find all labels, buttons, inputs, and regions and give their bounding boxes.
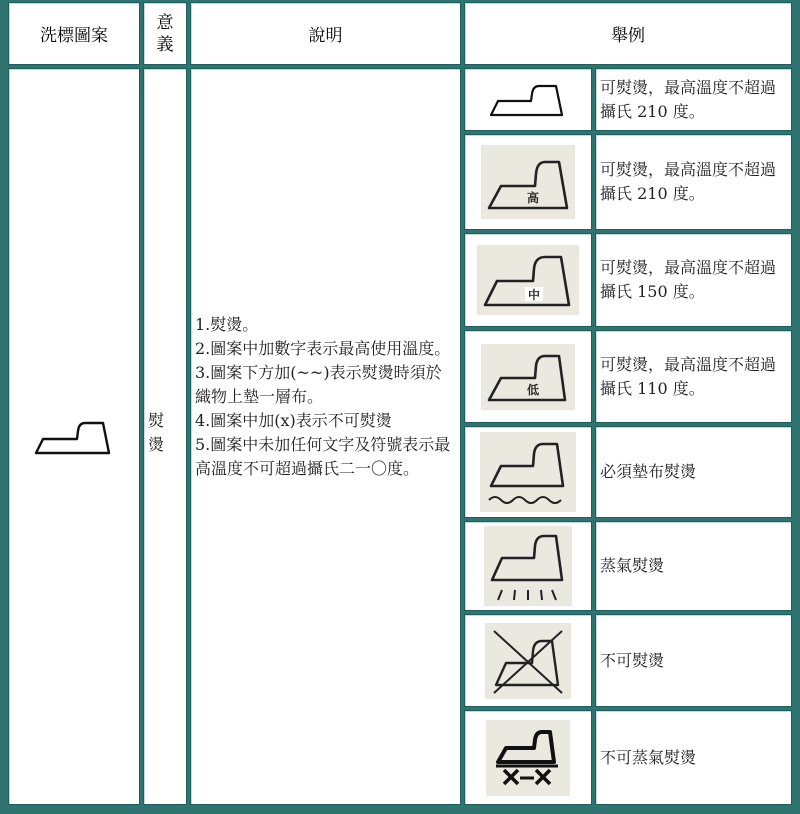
iron-icon bbox=[33, 417, 115, 457]
description-item-3: 3.圖案下方加(~~)表示熨燙時須於織物上墊一層布。 bbox=[195, 363, 442, 406]
example-text-7: 不可熨燙 bbox=[595, 614, 792, 707]
iron-cloth-icon bbox=[483, 434, 573, 510]
description-item-5: 5.圖案中未加任何文字及符號表示最高溫度不可超過攝氏二一〇度。 bbox=[195, 435, 451, 478]
example-text-1: 可熨燙，最高溫度不超過攝氏 210 度。 bbox=[595, 68, 792, 131]
meaning-line-2: 燙 bbox=[148, 435, 165, 454]
example-symbol-4 bbox=[464, 330, 592, 423]
iron-low-icon bbox=[485, 348, 571, 406]
iron-crossed-icon bbox=[488, 625, 568, 697]
iron-no-steam-icon bbox=[488, 722, 568, 794]
iron-medium-label: 中 bbox=[527, 288, 541, 302]
pattern-cell bbox=[8, 68, 140, 805]
iron-steam-icon bbox=[486, 528, 570, 604]
header-description bbox=[190, 2, 461, 65]
iron-icon bbox=[488, 81, 568, 119]
example-symbol-6 bbox=[464, 521, 592, 611]
description-cell bbox=[190, 68, 461, 805]
header-examples-label: 舉例 bbox=[611, 26, 645, 46]
description-item-2: 2.圖案中加數字表示最高使用溫度。 bbox=[195, 339, 451, 358]
example-text-6: 蒸氣熨燙 bbox=[595, 521, 792, 611]
header-pattern-label: 洗標圖案 bbox=[40, 26, 108, 46]
example-symbol-1 bbox=[464, 68, 592, 131]
header-examples bbox=[464, 2, 792, 65]
description-item-4: 4.圖案中加(x)表示不可熨燙 bbox=[195, 411, 392, 430]
meaning-line-1: 熨 bbox=[148, 411, 165, 430]
example-symbol-5 bbox=[464, 426, 592, 518]
example-text-4: 可熨燙，最高溫度不超過攝氏 110 度。 bbox=[595, 330, 792, 423]
iron-high-icon bbox=[485, 150, 571, 214]
meaning-cell bbox=[143, 68, 187, 805]
description-item-1: 1.熨燙。 bbox=[195, 315, 259, 334]
example-text-8: 不可蒸氣熨燙 bbox=[595, 710, 792, 805]
example-symbol-3 bbox=[464, 233, 592, 327]
iron-medium-icon bbox=[481, 249, 575, 311]
example-symbol-2 bbox=[464, 134, 592, 230]
example-text-5: 必須墊布熨燙 bbox=[595, 426, 792, 518]
iron-high-label: 高 bbox=[526, 191, 540, 205]
example-text-3: 可熨燙，最高溫度不超過攝氏 150 度。 bbox=[595, 233, 792, 327]
header-pattern bbox=[8, 2, 140, 65]
example-text-2: 可熨燙，最高溫度不超過攝氏 210 度。 bbox=[595, 134, 792, 230]
iron-low-label: 低 bbox=[526, 382, 540, 397]
example-symbol-7 bbox=[464, 614, 592, 707]
header-meaning: 意 義 bbox=[143, 2, 187, 65]
header-description-label: 說明 bbox=[308, 26, 343, 46]
example-symbol-8 bbox=[464, 710, 592, 805]
